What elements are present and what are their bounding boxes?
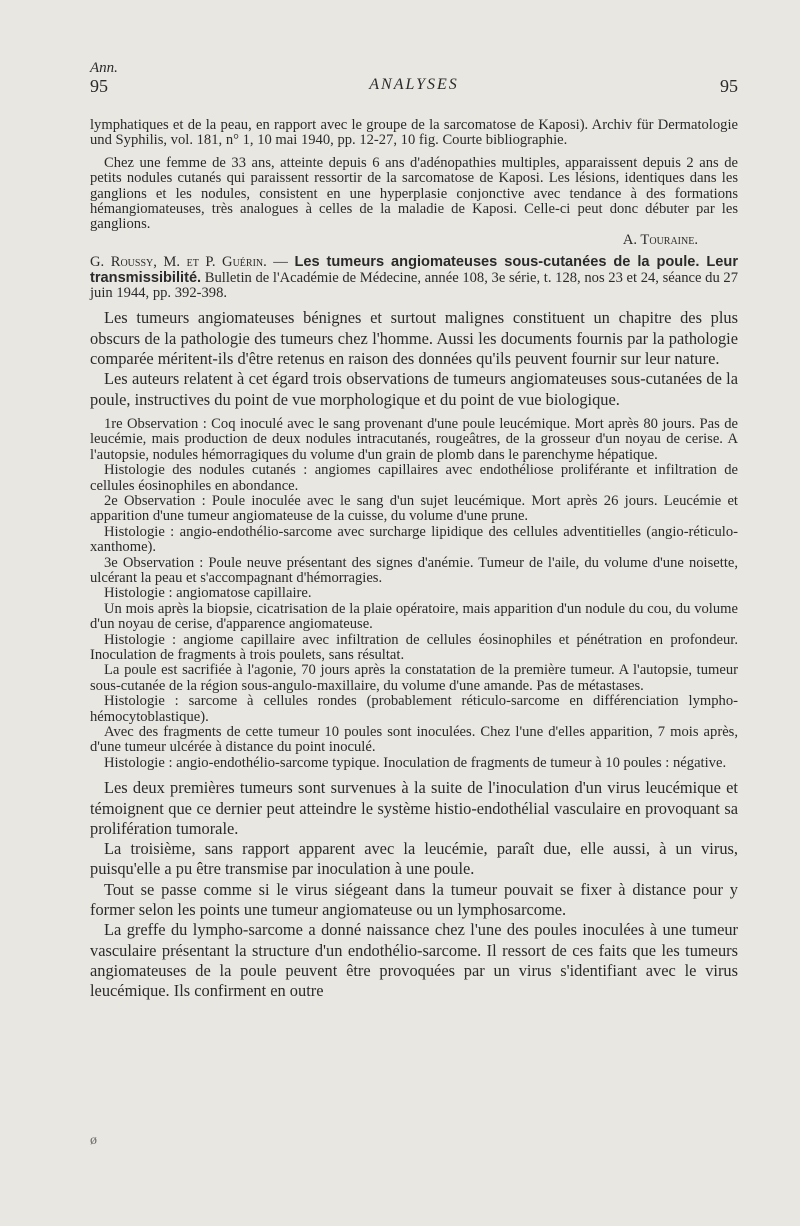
observation-paragraph: Histologie des nodules cutanés : angiomes capillaires avec endothéliose proliférante et infiltration de cellules éosinophiles en abondance. bbox=[90, 462, 738, 494]
page-content bbox=[90, 118, 738, 1002]
conclusion-paragraph: Les deux premières tumeurs sont survenues à la suite de l'inoculation d'un virus leucémique et témoignent que ce dernier peut atteindre le système histio-endothélial vasculaire en provoquant sa prolifération tumorale. bbox=[90, 778, 738, 838]
review1-para2: Chez une femme de 33 ans, atteinte depuis 6 ans d'adénopathies multiples, apparaissent depuis 2 ans de petits nodules cutanés qui paraissent ressortir de la sarcomatose de Kaposi. Les lésions, identiques dans les ganglions et les nodules, consistent en une hyperplasie conjonctive avec tendance à des formations hémangiomateuses, très analogues à celles de la maladie de Kaposi. Celle-ci peut donc débuter par les ganglions. bbox=[90, 154, 738, 233]
conclusion-paragraph: La greffe du lympho-sarcome a donné naissance chez l'une des poules inoculées à une tumeur vasculaire présentant la structure d'un endothélio-sarcome. Il ressort de ces faits que les tumeurs angiomateuses de la poule peuvent être provoquées par un virus s'identifiant avec le virus leucémique. Ils confirment en outre bbox=[90, 920, 738, 1001]
review2-citation bbox=[90, 255, 738, 301]
observation-paragraph: Histologie : sarcome à cellules rondes (probablement réticulo-sarcome en différenciation lympho-hémocytoblastique). bbox=[90, 693, 738, 725]
annotation-ann: Ann. bbox=[90, 60, 118, 76]
observation-paragraph: Avec des fragments de cette tumeur 10 poules sont inoculées. Chez l'une d'elles apparition, 7 mois après, d'une tumeur ulcérée à distance du point inoculé. bbox=[90, 724, 738, 756]
review1-signature: A. Touraine. bbox=[622, 231, 698, 248]
observation-paragraph: 2e Observation : Poule inoculée avec le sang d'un sujet leucémique. Mort après 26 jours. Leucémie et apparition d'une tumeur angiomateuse de la cuisse, du volume d'une prune. bbox=[90, 492, 738, 525]
observation-paragraph: La poule est sacrifiée à l'agonie, 70 jours après la constatation de la première tumeur. A l'autopsie, tumeur sous-cutanée de la région sous-angulo-maxillaire, du volume d'une amande. Pas de métastases. bbox=[90, 662, 738, 694]
observation-paragraph: 1re Observation : Coq inoculé avec le sang provenant d'une poule leucémique. Mort après 80 jours. Pas de leucémie, mais production de deux nodules intracutanés, rougeâtres, de la grosseur d'un noyau de cerise. A l'autopsie, nodules hémorragiques du volume d'un grain de plomb dans le parenchyme hépatique. bbox=[90, 415, 738, 463]
running-title: ANALYSES bbox=[369, 76, 459, 93]
observation-paragraph: Histologie : angio-endothélio-sarcome typique. Inoculation de fragments de tumeur à 10 poules : négative. bbox=[104, 754, 727, 771]
observation-paragraph: 3e Observation : Poule neuve présentant des signes d'anémie. Tumeur de l'aile, du volume d'une noisette, ulcérant la peau et s'accompagnant d'hémorragies. bbox=[90, 554, 738, 587]
page-number-left: 95 bbox=[90, 76, 108, 96]
intro-paragraph: Les tumeurs angiomateuses bénignes et surtout malignes constituent un chapitre des plus obscurs de la pathologie des tumeurs chez l'homme. Aussi les documents fournis par la pathologie comparée méritent-ils d'être retenus en raison des données qu'ils peuvent fournir sur leur nature. bbox=[90, 308, 738, 369]
observation-paragraph: Histologie : angiomatose capillaire. bbox=[104, 585, 312, 602]
review2-title: Les tumeurs angiomateuses sous-cutanées de la poule. Leur transmissibilité. bbox=[90, 254, 738, 286]
intro-paragraph: Les auteurs relatent à cet égard trois observations de tumeurs angiomateuses sous-cutanées de la poule, instructives du point de vue morphologique et du point de vue biologique. bbox=[90, 369, 738, 409]
review1-para1: lymphatiques et de la peau, en rapport avec le groupe de la sarcomatose de Kaposi). Archiv für Dermatologie und Syphilis, vol. 181, n° 1, 10 mai 1940, pp. 12-27, 10 fig. Courte bibliographie. bbox=[90, 117, 738, 149]
footer-mark: ø bbox=[90, 1133, 97, 1148]
conclusion-paragraph: Tout se passe comme si le virus siégeant dans la tumeur pouvait se fixer à distance pour y former selon les points une tumeur angiomateuse ou un lymphosarcome. bbox=[90, 879, 738, 920]
conclusion-paragraph: La troisième, sans rapport apparent avec la leucémie, paraît due, elle aussi, à un virus, puisqu'elle a pu être transmise par inoculation à une poule. bbox=[90, 839, 738, 879]
observation-paragraph: Un mois après la biopsie, cicatrisation de la plaie opératoire, mais apparition d'un nodule du cou, du volume d'un noyau de cerise, d'apparence angiomateuse. bbox=[90, 600, 738, 633]
observation-paragraph: Histologie : angio-endothélio-sarcome avec surcharge lipidique des cellules adventitielles (angio-réticulo-xanthome). bbox=[90, 523, 738, 556]
review2-source: Bulletin de l'Académie de Médecine, année 108, 3e série, t. 128, nos 23 et 24, séance du 27 juin 1944, pp. 392-398. bbox=[90, 269, 738, 302]
page-header bbox=[90, 76, 738, 98]
review2-authors: G. Roussy, M. et P. Guérin. — bbox=[90, 254, 295, 271]
page-number-right: 95 bbox=[720, 76, 738, 96]
observation-paragraph: Histologie : angiome capillaire avec infiltration de cellules éosinophiles et pénétration en profondeur. Inoculation de fragments à trois poulets, sans résultat. bbox=[90, 631, 738, 664]
